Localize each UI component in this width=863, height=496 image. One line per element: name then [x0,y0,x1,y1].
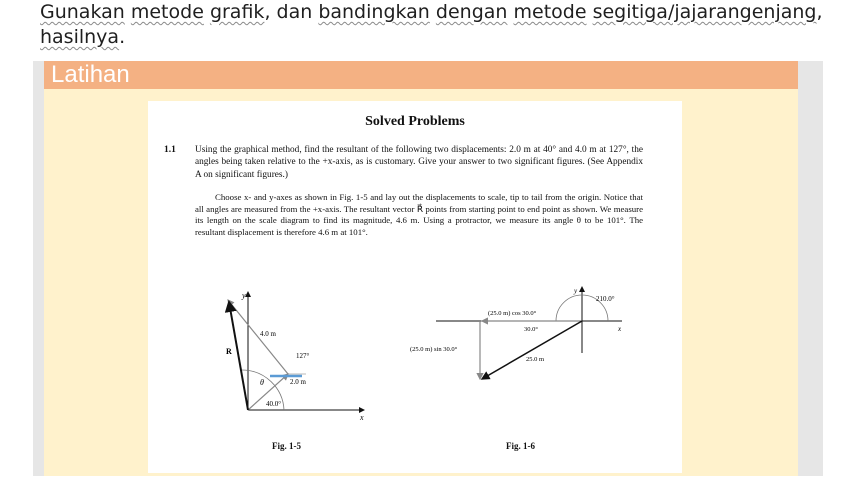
label-cos: (25.0 m) cos 30.0° [488,310,537,317]
instruction-word: segitiga/jajarangenjang [592,1,817,23]
problem-statement: Using the graphical method, find the resultant of the following two displacements: 2.0 m at 40° and 4.0 m at 127°, the angles being taken relative to the +x-axis, as is customary. Give your answer to two significant figures. (See Appendix A on significant figures.) [195,145,643,180]
x-axis-label: x [360,413,364,422]
label-25m: 25.0 m [526,356,545,363]
instruction-plain: . [119,26,126,48]
figure-1-5 [208,286,378,426]
label-resultant: R⃗ [226,347,238,356]
figure-1-5-caption: Fig. 1-5 [272,441,301,451]
instruction-word: Gunakan [40,1,125,23]
problem-number: 1.1 [164,145,176,155]
instruction-word: hasilnya [40,26,120,48]
label-40: 40.0° [266,400,282,408]
fig6-x-label: x [618,325,622,333]
slide-title-bar [44,61,798,89]
y-axis-label: y [242,291,246,300]
instruction-plain: , dan [264,1,319,23]
label-30: 30.0° [524,326,538,333]
instruction-word: grafik [209,1,265,23]
instruction-word: dengan [435,1,508,23]
resultant-vector [229,302,248,410]
instruction-plain: , [816,1,823,23]
fig6-y-label: y [574,287,578,295]
instruction-text [40,0,840,50]
label-210: 210.0° [596,295,615,303]
label-theta: θ [260,378,264,387]
label-sin: (25.0 m) sin 30.0° [410,346,458,353]
instruction-word: metode [130,1,204,23]
label-127: 127° [296,352,310,360]
instruction-word: bandingkan [318,1,430,23]
textbook-page-image [148,101,682,473]
page-heading: Solved Problems [365,114,465,129]
figure-1-6 [406,283,638,393]
instruction-word: metode [513,1,587,23]
label-2m: 2.0 m [290,378,306,386]
solution-text: Choose x- and y-axes as shown in Fig. 1-5 and lay out the displacements to scale, tip to tail from the origin. Notice that all angles are measured from the +x-axis. The resultant vector R⃗ points from starting point to end point as shown. We measure its length on the scale diagram to find its magnitude, 4.6 m. Using a protractor, we measure its angle θ to be 101°. The resultant displacement is therefore 4.6 m at 101°. [195,192,643,237]
slide-title: Latihan [51,61,130,88]
vector-4m [228,300,288,374]
figure-1-6-caption: Fig. 1-6 [506,441,535,451]
label-4m: 4.0 m [260,330,276,338]
